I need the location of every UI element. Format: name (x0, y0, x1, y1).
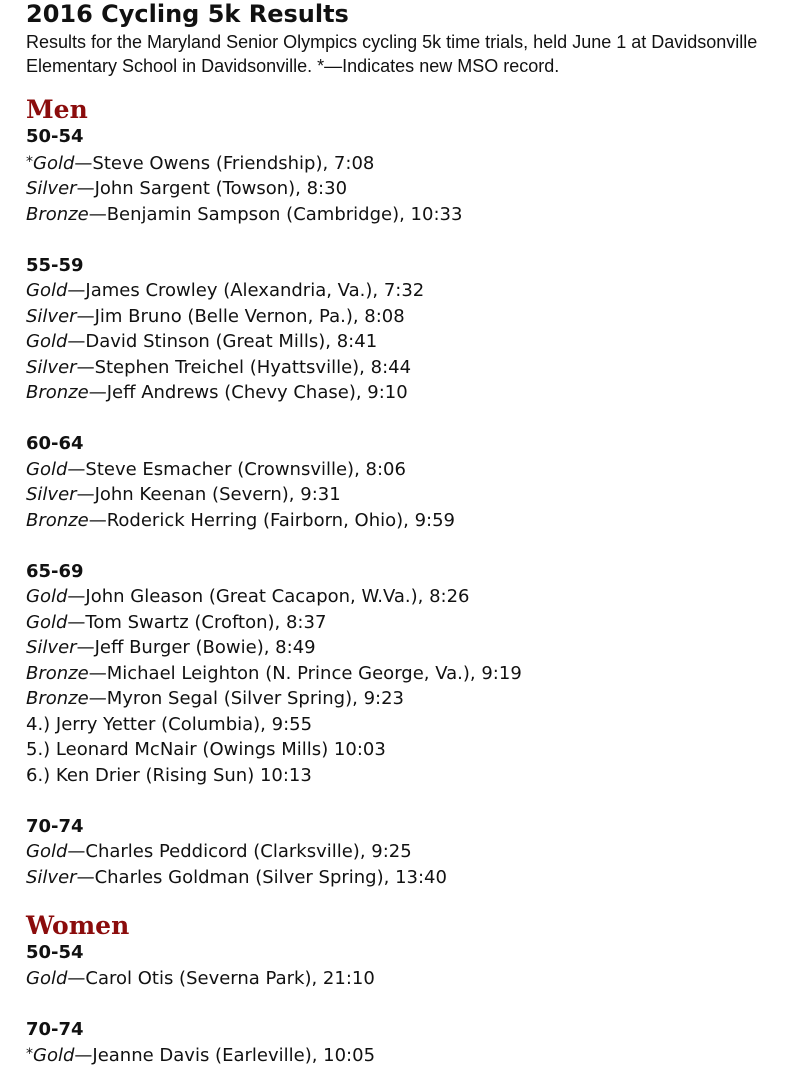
result-text: —Steve Esmacher (Crownsville), 8:06 (67, 458, 406, 480)
medal-label: Gold (26, 586, 68, 607)
result-entry (26, 966, 786, 992)
result-text: —James Crowley (Alexandria, Va.), 7:32 (67, 280, 425, 301)
medal-label: Gold (33, 1045, 75, 1066)
result-entry (26, 584, 786, 610)
medal-label: Silver (26, 484, 77, 505)
medal-label: Gold (26, 611, 68, 633)
record-mark: * (26, 153, 33, 170)
age-group-heading: 65-69 (26, 560, 84, 582)
result-entry (26, 355, 786, 381)
medal-label: Silver (26, 356, 77, 378)
result-entry (26, 304, 786, 330)
result-entry (26, 1042, 786, 1069)
result-entry (26, 380, 786, 406)
result-text: —Michael Leighton (N. Prince George, Va.), 9:19 (88, 662, 522, 684)
result-text: 4.) Jerry Yetter (Columbia), 9:55 (26, 713, 313, 735)
result-text: —Charles Peddicord (Clarksville), 9:25 (67, 841, 412, 862)
age-group-heading: 50-54 (26, 126, 84, 147)
medal-label: Silver (26, 178, 77, 199)
result-text: —Jeff Andrews (Chevy Chase), 9:10 (88, 382, 408, 403)
medal-label: Bronze (26, 203, 89, 225)
result-entry (26, 686, 786, 712)
result-entry (26, 712, 786, 738)
medal-label: Gold (26, 331, 68, 352)
result-entry (26, 457, 786, 483)
result-entry (26, 482, 786, 508)
result-text: —Tom Swartz (Crofton), 8:37 (67, 611, 327, 633)
result-text: 5.) Leonard McNair (Owings Mills) 10:03 (26, 739, 386, 760)
record-mark: * (26, 1046, 33, 1062)
medal-label: Bronze (26, 509, 89, 531)
age-group (26, 431, 786, 533)
age-group (26, 814, 786, 891)
result-text: —Benjamin Sampson (Cambridge), 10:33 (88, 203, 463, 225)
result-text: —Carol Otis (Severna Park), 21:10 (67, 967, 375, 989)
result-text: —John Keenan (Severn), 9:31 (76, 484, 341, 505)
age-group (26, 559, 786, 789)
age-group (26, 124, 786, 227)
result-text: —Myron Segal (Silver Spring), 9:23 (88, 688, 404, 709)
result-entry (26, 278, 786, 304)
result-entry (26, 150, 786, 177)
result-text: —John Sargent (Towson), 8:30 (76, 178, 348, 199)
gender-heading: Women (26, 911, 130, 940)
age-group (26, 253, 786, 406)
result-entry (26, 839, 786, 865)
medal-label: Silver (26, 305, 77, 327)
section-men (26, 96, 786, 890)
result-entry (26, 763, 786, 789)
medal-label: Gold (33, 152, 75, 174)
result-text: —Charles Goldman (Silver Spring), 13:40 (76, 866, 447, 888)
result-text: —Steve Owens (Friendship), 7:08 (74, 152, 375, 174)
age-group-heading: 70-74 (26, 1018, 84, 1040)
result-entry (26, 508, 786, 534)
result-entry (26, 865, 786, 891)
medal-label: Gold (26, 967, 68, 989)
medal-label: Gold (26, 280, 68, 301)
gender-heading: Men (26, 95, 88, 124)
age-group-heading: 50-54 (26, 942, 84, 963)
medal-label: Bronze (26, 382, 89, 403)
result-text: —David Stinson (Great Mills), 8:41 (67, 331, 378, 352)
medal-label: Gold (26, 458, 68, 480)
medal-label: Bronze (26, 662, 89, 684)
result-entry (26, 176, 786, 202)
page-title: 2016 Cycling 5k Results (26, 0, 349, 28)
result-text: —John Gleason (Great Cacapon, W.Va.), 8:26 (67, 586, 470, 607)
age-group-heading: 70-74 (26, 815, 84, 837)
result-text: 6.) Ken Drier (Rising Sun) 10:13 (26, 764, 312, 786)
age-group (26, 1017, 786, 1069)
age-group-heading: 55-59 (26, 254, 84, 276)
age-group-heading: 60-64 (26, 433, 84, 454)
result-entry (26, 329, 786, 355)
result-entry (26, 635, 786, 661)
results-sections (26, 96, 786, 1069)
result-text: —Roderick Herring (Fairborn, Ohio), 9:59 (88, 509, 456, 531)
medal-label: Silver (26, 637, 77, 658)
result-entry (26, 737, 786, 763)
medal-label: Gold (26, 841, 68, 862)
intro-paragraph: Results for the Maryland Senior Olympics cycling 5k time trials, held June 1 at Davidsonville Elementary School in Davidsonville. *—Indicates new MSO record. (26, 32, 758, 76)
result-text: —Jim Bruno (Belle Vernon, Pa.), 8:08 (76, 305, 405, 327)
result-text: —Stephen Treichel (Hyattsville), 8:44 (76, 356, 412, 378)
result-entry (26, 202, 786, 228)
age-group (26, 940, 786, 991)
result-entry (26, 661, 786, 687)
result-text: —Jeff Burger (Bowie), 8:49 (76, 637, 316, 658)
medal-label: Silver (26, 866, 77, 888)
results-article (26, 0, 786, 1069)
medal-label: Bronze (26, 688, 89, 709)
result-text: —Jeanne Davis (Earleville), 10:05 (74, 1045, 376, 1066)
result-entry (26, 610, 786, 636)
section-women (26, 912, 786, 1069)
